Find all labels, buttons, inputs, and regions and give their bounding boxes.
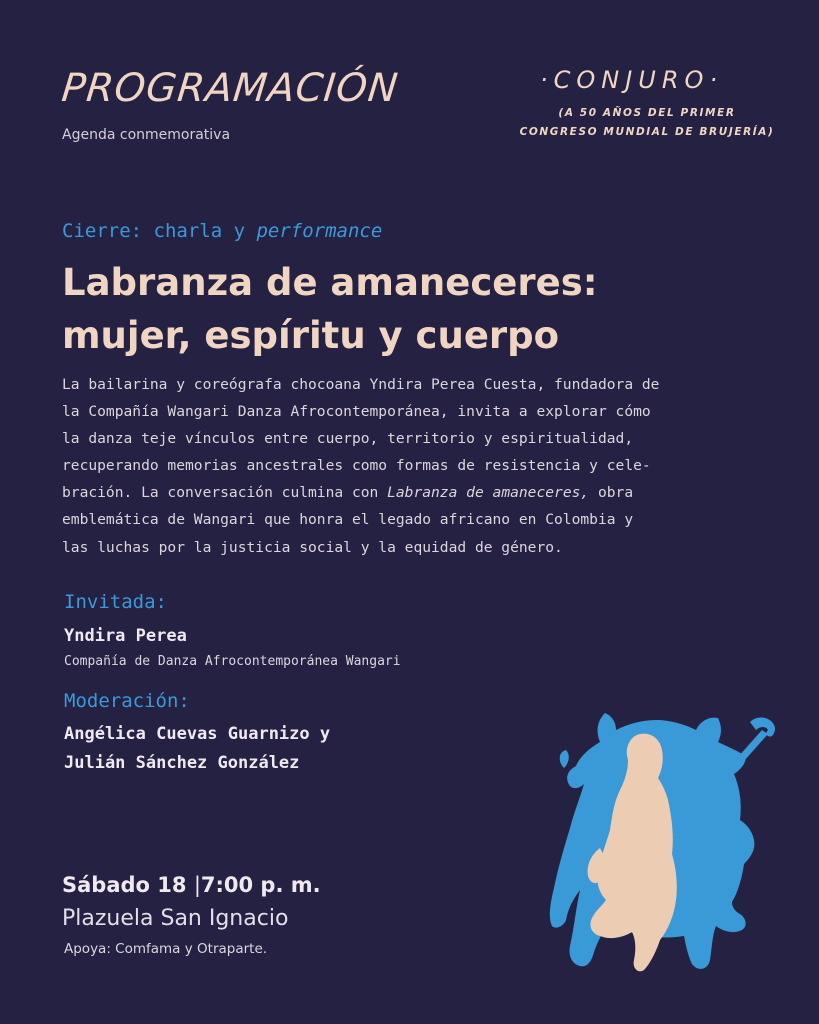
moderator-name-line1: Angélica Cuevas Guarnizo y	[64, 724, 331, 744]
description-line: la Compañía Wangari Danza Afrocontemporánea, invita a explorar cómo	[62, 403, 651, 421]
event-title-line1: Labranza de amaneceres:	[62, 261, 598, 304]
program-subtitle: Agenda conmemorativa	[62, 127, 231, 143]
brand-tagline-line1: (A 50 AÑOS DEL PRIMER	[558, 107, 736, 119]
description-line: recuperando memorias ancestrales como formas de resistencia y cele-	[62, 457, 651, 475]
event-support: Apoya: Comfama y Otraparte.	[64, 941, 268, 957]
description-text: obra	[589, 484, 634, 502]
brand-tagline-line2: CONGRESO MUNDIAL DE BRUJERÍA)	[519, 126, 775, 138]
event-time: 7:00 p. m.	[200, 873, 321, 897]
event-eyebrow	[62, 220, 382, 242]
description-line: las luchas por la justicia social y la equidad de género.	[62, 538, 563, 556]
brand-name: ·CONJURO·	[540, 66, 724, 94]
brand-tagline	[512, 104, 782, 142]
date-time-separator: |	[193, 873, 201, 897]
description-line: la danza teje vínculos entre cuerpo, territorio y espiritualidad,	[62, 430, 634, 448]
description-line	[62, 479, 762, 506]
program-title: PROGRAMACIÓN	[59, 66, 401, 111]
event-title-line2: mujer, espíritu y cuerpo	[62, 314, 560, 357]
description-line: La bailarina y coreógrafa chocoana Yndira Perea Cuesta, fundadora de	[62, 376, 660, 393]
description-line: emblemática de Wangari que honra el legado africano en Colombia y	[62, 511, 634, 529]
description-work-title: Labranza de amaneceres,	[387, 484, 590, 502]
event-description	[62, 371, 762, 561]
moderator-names	[64, 720, 330, 778]
event-venue: Plazuela San Ignacio	[62, 906, 289, 931]
moderator-name-line2: Julián Sánchez González	[64, 753, 300, 773]
description-text: bración. La conversación culmina con	[62, 484, 388, 502]
event-eyebrow-text: Cierre: charla y	[62, 220, 257, 242]
event-eyebrow-italic: performance	[256, 220, 383, 242]
guest-name: Yndira Perea	[64, 626, 187, 646]
event-date: Sábado 18	[62, 873, 194, 897]
guest-affiliation: Compañía de Danza Afrocontemporánea Wangari	[64, 654, 401, 669]
figure-with-horned-creature-illustration	[540, 708, 790, 978]
event-date-time	[62, 873, 321, 897]
event-title	[62, 256, 762, 362]
guest-label: Invitada:	[64, 591, 167, 613]
moderation-label: Moderación:	[64, 690, 190, 712]
